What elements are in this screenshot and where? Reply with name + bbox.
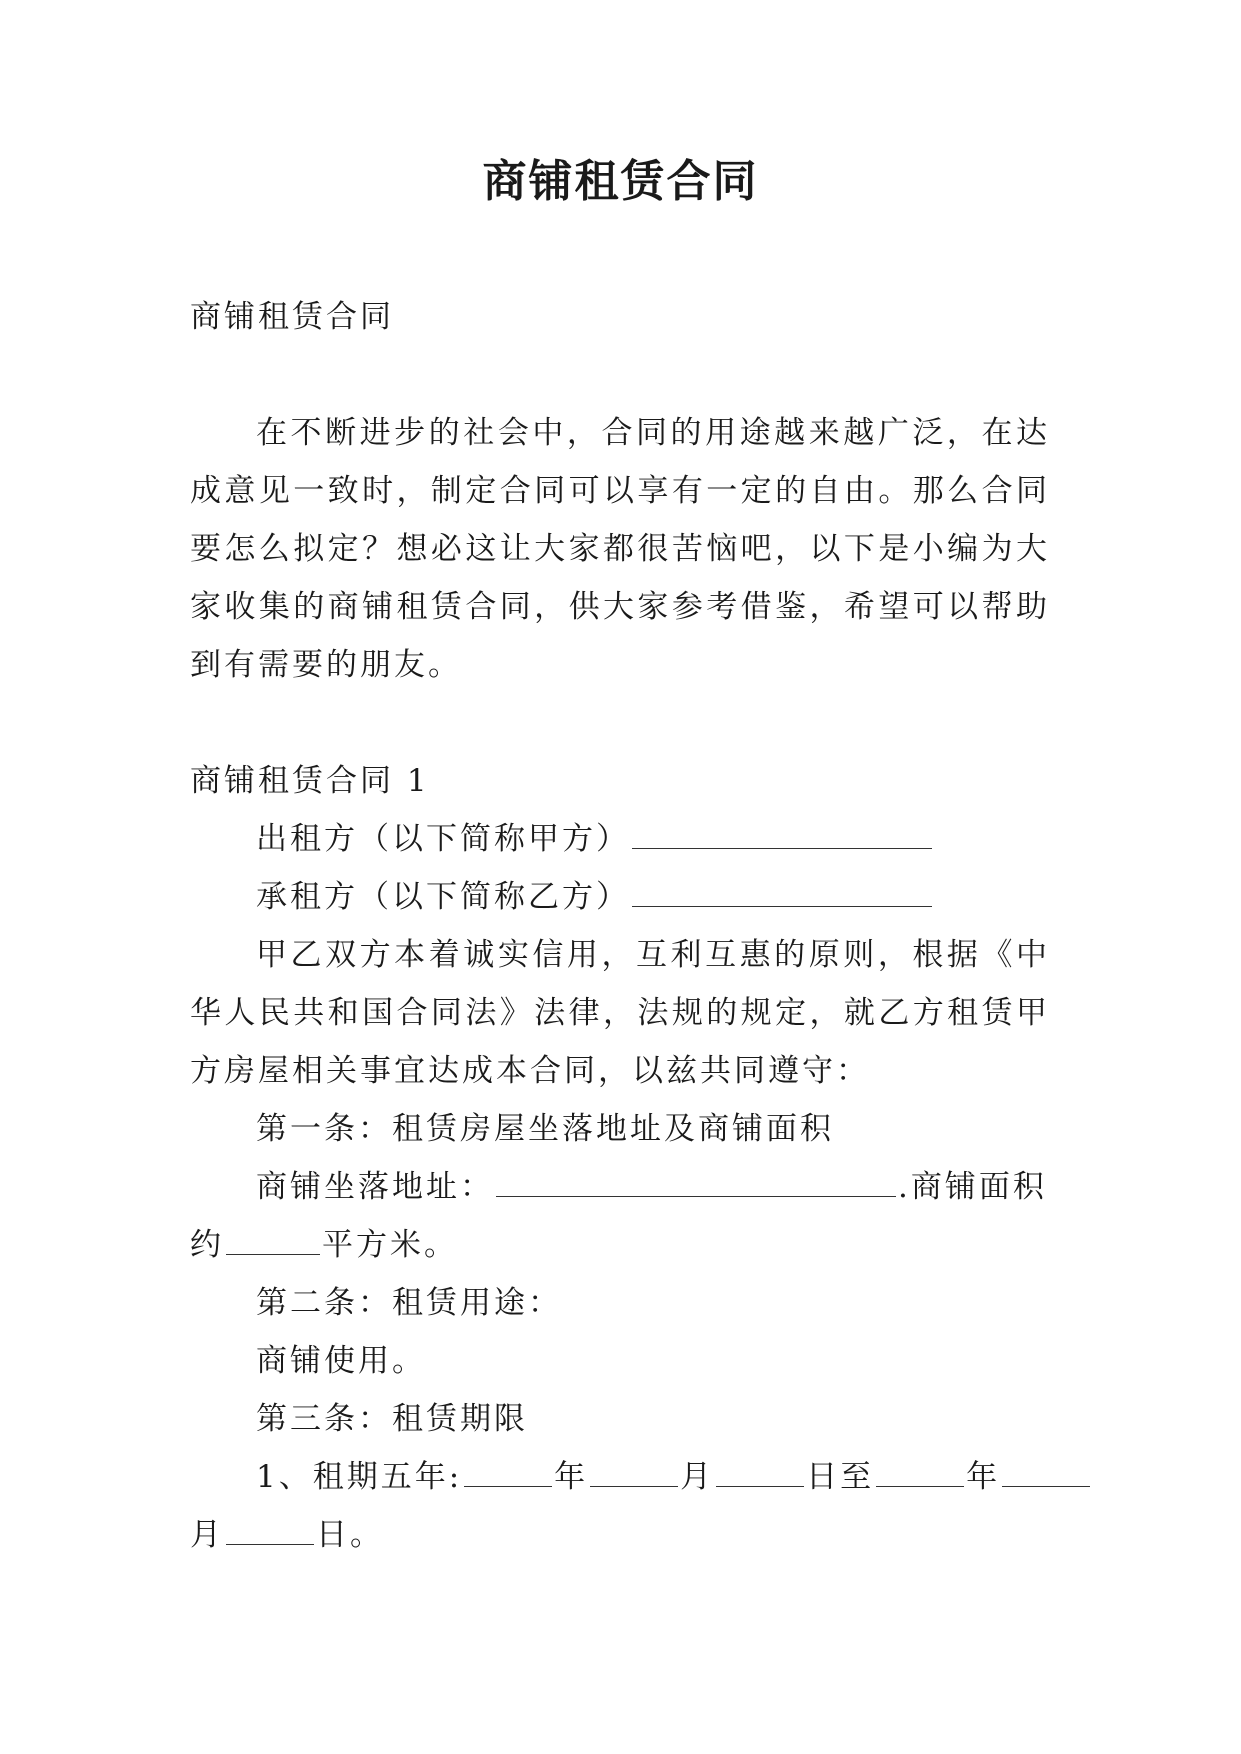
- preamble-paragraph: 甲乙双方本着诚实信用，互利互惠的原则，根据《中华人民共和国合同法》法律，法规的规定，就乙方租赁甲方房屋相关事宜达成本合同，以兹共同遵守：: [190, 937, 1050, 1089]
- term-label: 1、租期五年:: [256, 1459, 463, 1495]
- area-blank[interactable]: [226, 1254, 320, 1255]
- address-line: [190, 1158, 1050, 1216]
- area-unit: 平方米。: [322, 1227, 458, 1263]
- start-day-blank[interactable]: [716, 1486, 804, 1487]
- document-title: 商铺租赁合同: [482, 156, 759, 207]
- lessee-blank[interactable]: [632, 906, 932, 907]
- address-blank[interactable]: [496, 1196, 896, 1197]
- end-month-blank[interactable]: [1002, 1486, 1090, 1487]
- usage-line: 商铺使用。: [256, 1343, 426, 1379]
- lessee-line: [190, 868, 1050, 926]
- address-label: 商铺坐落地址：: [256, 1169, 494, 1205]
- start-year-char: 年: [554, 1459, 589, 1495]
- day-from-text: 日至: [806, 1459, 875, 1495]
- document-body: [190, 288, 1050, 1564]
- lessee-label: 承租方（以下简称乙方）: [256, 879, 630, 915]
- end-year-blank[interactable]: [876, 1486, 964, 1487]
- term-line: [190, 1448, 1050, 1506]
- lessor-line: [190, 810, 1050, 868]
- area-prefix: .商铺面积: [898, 1169, 1047, 1205]
- lessor-blank[interactable]: [632, 848, 932, 849]
- day-end-text: 日。: [316, 1517, 384, 1553]
- article1-title: 第一条：租赁房屋坐落地址及商铺面积: [256, 1111, 834, 1147]
- area-label-start: 约: [190, 1227, 224, 1263]
- end-year-char: 年: [966, 1459, 1001, 1495]
- area-line: [190, 1216, 1050, 1274]
- term-line-cont: [190, 1506, 1050, 1564]
- section-heading: 商铺租赁合同 1: [190, 763, 430, 799]
- article2-title: 第二条：租赁用途：: [256, 1285, 562, 1321]
- start-month-blank[interactable]: [590, 1486, 678, 1487]
- document-subtitle: 商铺租赁合同: [190, 299, 394, 335]
- article3-title: 第三条：租赁期限: [256, 1401, 528, 1437]
- start-month-char: 月: [680, 1459, 715, 1495]
- end-month-char: 月: [190, 1517, 224, 1553]
- lessor-label: 出租方（以下简称甲方）: [256, 821, 630, 857]
- end-day-blank[interactable]: [226, 1544, 314, 1545]
- intro-paragraph: 在不断进步的社会中，合同的用途越来越广泛，在达成意见一致时，制定合同可以享有一定的自由。那么合同要怎么拟定？想必这让大家都很苦恼吧，以下是小编为大家收集的商铺租赁合同，供大家参考借鉴，希望可以帮助到有需要的朋友。: [190, 415, 1050, 683]
- start-year-blank[interactable]: [464, 1486, 552, 1487]
